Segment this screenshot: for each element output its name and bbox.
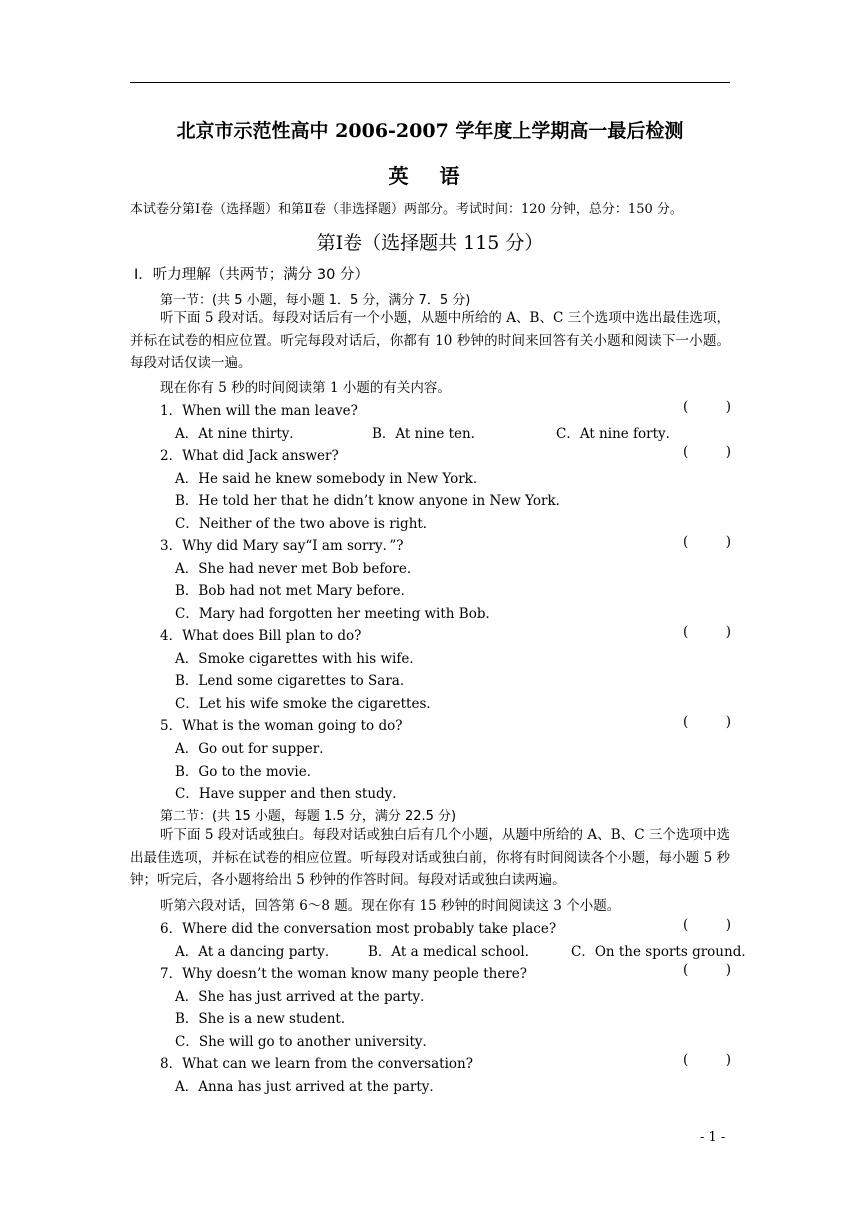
exam-title: 北京市示范性高中 2006-2007 学年度上学期高一最后检测 (176, 120, 684, 142)
question-3: 3．Why did Mary say“I am sorry．”? (160, 538, 404, 554)
question-1: 1．When will the man leave? (160, 403, 358, 419)
question-7: 7．Why doesn’t the woman know many people there? (160, 966, 527, 982)
option-4c: C．Let his wife smoke the cigarettes． (175, 696, 440, 712)
option-4b: B．Lend some cigarettes to Sara． (175, 673, 414, 689)
subsection-1-prompt: 现在你有 5 秒的时间阅读第 1 小题的有关内容。 (160, 380, 451, 396)
answer-blank-4[interactable]: ( ) (683, 624, 731, 640)
subsection-1-instructions: 听下面 5 段对话。每段对话后有一个小题，从题中所给的 A、B、C 三个选项中选出最佳选项，并标在试卷的相应位置。听完每段对话后，你都有 10 秒钟的时间来回答有关小题和阅读下一小题。每段对话仅读一遍。 (130, 310, 730, 371)
exam-intro: 本试卷分第Ⅰ卷（选择题）和第Ⅱ卷（非选择题）两部分。考试时间：120 分钟，总分：150 分。 (130, 202, 683, 217)
option-6b: B．At a medical school． (368, 944, 539, 960)
option-3a: A．She had never met Bob before． (175, 561, 421, 577)
page-number: - 1 - (700, 1130, 726, 1145)
answer-blank-6[interactable]: ( ) (683, 917, 731, 933)
option-3c: C．Mary had forgotten her meeting with Bob． (175, 606, 499, 622)
option-5a: A．Go out for supper． (175, 741, 333, 757)
option-8a: A．Anna has just arrived at the party． (175, 1079, 443, 1095)
option-6a: A．At a dancing party． (175, 944, 339, 960)
answer-blank-8[interactable]: ( ) (683, 1052, 731, 1068)
option-2a: A．He said he knew somebody in New York． (175, 471, 487, 487)
option-7c: C．She will go to another university． (175, 1034, 437, 1050)
option-5b: B．Go to the movie． (175, 764, 321, 780)
option-1b: B．At nine ten． (372, 426, 485, 442)
answer-blank-5[interactable]: ( ) (683, 714, 731, 730)
subsection-2-prompt: 听第六段对话，回答第 6～8 题。现在你有 15 秒钟的时间阅读这 3 个小题。 (160, 898, 621, 914)
header-rule (130, 82, 730, 83)
answer-blank-1[interactable]: ( ) (683, 399, 731, 415)
option-6c: C．On the sports ground． (571, 944, 755, 960)
question-5: 5．What is the woman going to do? (160, 718, 403, 734)
option-1c: C．At nine forty． (556, 426, 680, 442)
part-heading: 第Ⅰ卷（选择题共 115 分） (316, 232, 544, 254)
option-7b: B．She is a new student． (175, 1011, 355, 1027)
answer-blank-7[interactable]: ( ) (683, 962, 731, 978)
option-4a: A．Smoke cigarettes with his wife． (175, 651, 423, 667)
option-2b: B．He told her that he didn’t know anyone in New York． (175, 493, 570, 509)
subsection-1-heading: 第一节：(共 5 小题，每小题 1．5 分，满分 7．5 分) (160, 293, 471, 308)
question-8: 8．What can we learn from the conversation? (160, 1056, 473, 1072)
option-1a: A．At nine thirty． (175, 426, 303, 442)
subsection-2-instructions: 听下面 5 段对话或独白。每段对话或独白后有几个小题，从题中所给的 A、B、C 三个选项中选出最佳选项，并标在试卷的相应位置。听每段对话或独白前，你将有时间阅读各个小题，每小题 5 秒钟；听完后，各小题将给出 5 秒钟的作答时间。每段对话或独白读两遍。 (130, 827, 730, 888)
answer-blank-2[interactable]: ( ) (683, 444, 731, 460)
option-5c: C．Have supper and then study． (175, 786, 406, 802)
question-6: 6．Where did the conversation most probably take place? (160, 921, 557, 937)
option-2c: C．Neither of the two above is right． (175, 516, 437, 532)
question-2: 2．What did Jack answer? (160, 448, 339, 464)
answer-blank-3[interactable]: ( ) (683, 534, 731, 550)
option-7a: A．She has just arrived at the party． (175, 989, 434, 1005)
option-3b: B．Bob had not met Mary before． (175, 583, 415, 599)
question-4: 4．What does Bill plan to do? (160, 628, 362, 644)
subject-title: 英 语 (388, 164, 472, 188)
section-heading: Ⅰ．听力理解（共两节；满分 30 分） (134, 267, 369, 283)
subsection-2-heading: 第二节：(共 15 小题，每题 1.5 分，满分 22.5 分) (160, 809, 457, 824)
